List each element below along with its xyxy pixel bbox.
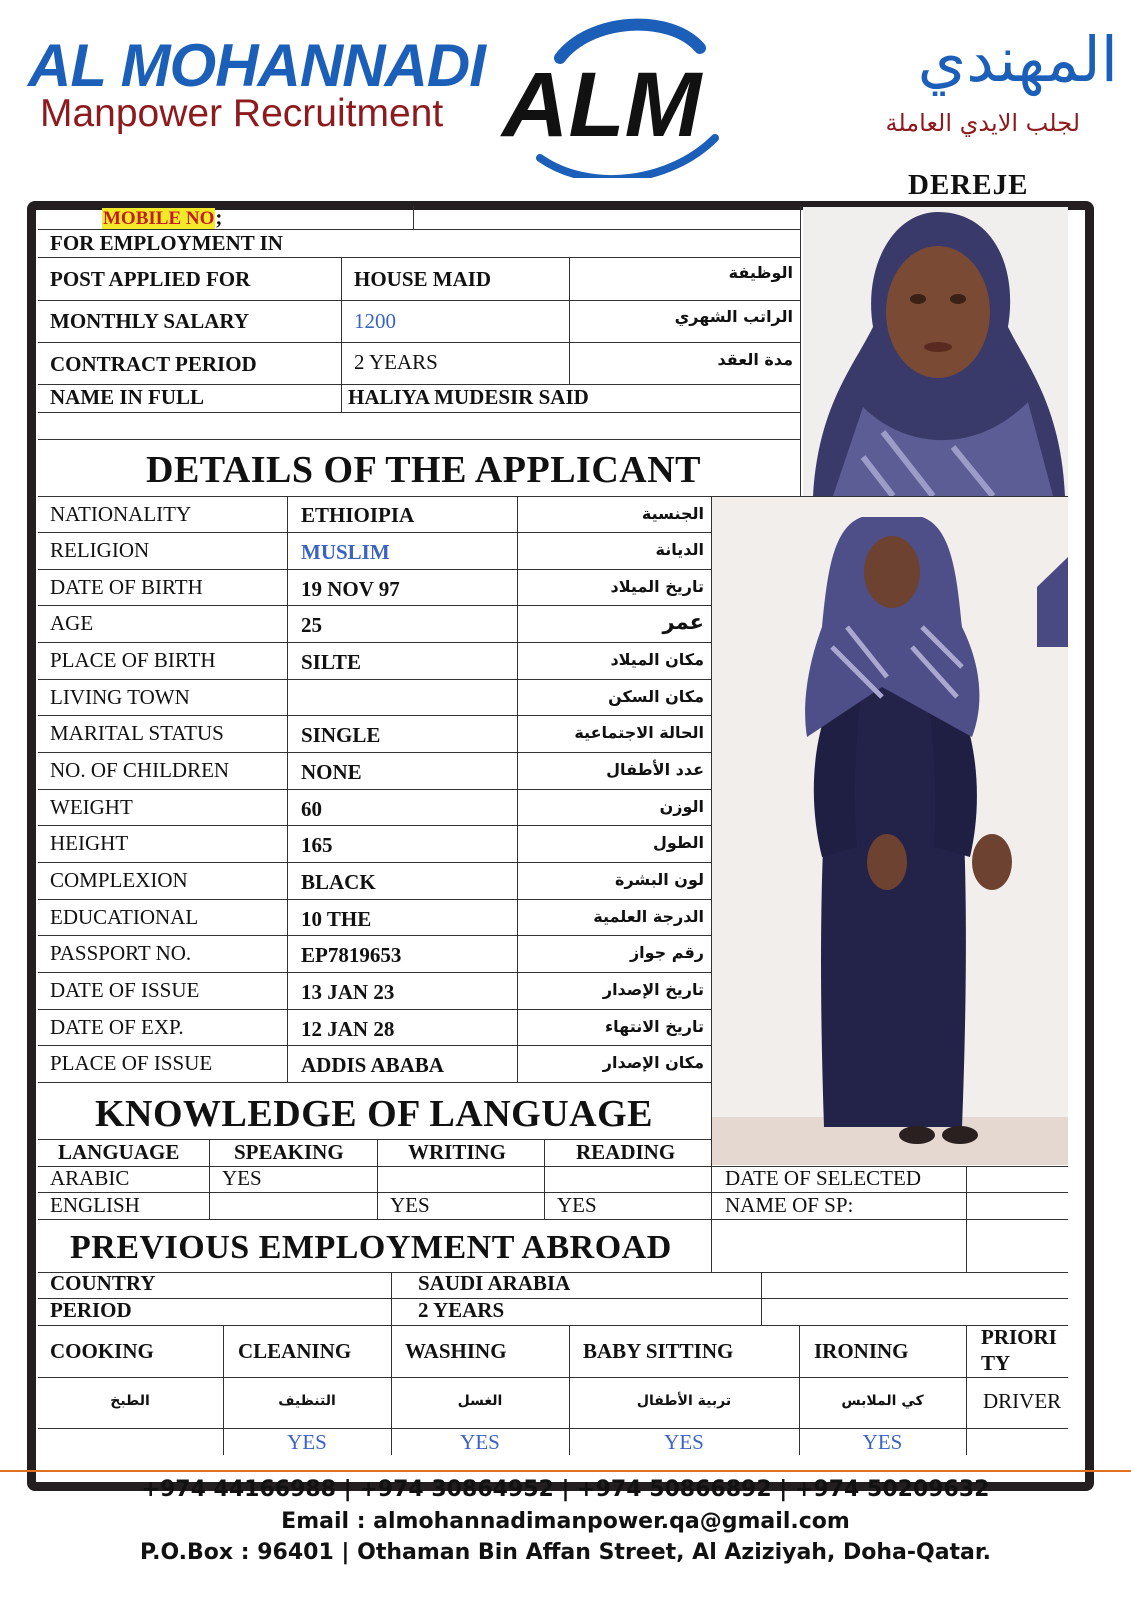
- dob-arabic: تاريخ الميلاد: [610, 577, 704, 596]
- language-header: LANGUAGE: [58, 1140, 180, 1164]
- monthly-salary-label: MONTHLY SALARY: [50, 309, 249, 333]
- footer-address: P.O.Box : 96401 | Othaman Bin Affan Street, Al Aziziyah, Doha-Qatar.: [140, 1540, 991, 1565]
- english-reading: YES: [557, 1193, 597, 1217]
- marital-status-label: MARITAL STATUS: [50, 721, 224, 745]
- educational-arabic: الدرجة العلمية: [593, 907, 704, 926]
- date-of-selected-label: DATE OF SELECTED: [725, 1166, 921, 1190]
- contract-period-arabic: مدة العقد: [717, 350, 793, 369]
- weight-value: 60: [301, 797, 322, 821]
- priority-value: DRIVER: [983, 1389, 1062, 1413]
- brand-tagline-arabic: لجلب الايدي العاملة: [885, 109, 1080, 137]
- details-title: DETAILS OF THE APPLICANT: [146, 449, 702, 491]
- height-arabic: الطول: [653, 833, 704, 852]
- priority-header: PRIORI TY: [981, 1325, 1057, 1375]
- ironing-value: YES: [862, 1430, 903, 1454]
- religion-arabic: الديانة: [655, 540, 704, 559]
- portrait-photo: [803, 207, 1068, 496]
- cooking-header: COOKING: [50, 1339, 154, 1363]
- living-town-arabic: مكان السكن: [608, 687, 704, 706]
- children-value: NONE: [301, 760, 362, 784]
- passport-no-value: EP7819653: [301, 943, 402, 967]
- footer-email[interactable]: Email : almohannadimanpower.qa@gmail.com: [281, 1509, 850, 1534]
- place-of-birth-value: SILTE: [301, 650, 361, 674]
- place-of-birth-label: PLACE OF BIRTH: [50, 648, 216, 672]
- cleaning-header: CLEANING: [238, 1339, 352, 1363]
- age-label: AGE: [50, 611, 94, 635]
- agent-name: DEREJE: [908, 169, 1029, 201]
- full-name-value: HALIYA MUDESIR SAID: [348, 385, 589, 409]
- writing-header: WRITING: [408, 1140, 507, 1164]
- washing-value: YES: [460, 1430, 500, 1454]
- passport-no-label: PASSPORT NO.: [50, 941, 192, 965]
- period-label: PERIOD: [50, 1298, 132, 1322]
- washing-arabic: الغسل: [457, 1393, 503, 1409]
- cleaning-arabic: التنظيف: [278, 1393, 336, 1409]
- place-of-issue-label: PLACE OF ISSUE: [50, 1051, 213, 1075]
- date-of-exp-arabic: تاريخ الانتهاء: [604, 1017, 704, 1036]
- cooking-arabic: الطبخ: [110, 1393, 150, 1409]
- contract-period-label: CONTRACT PERIOD: [50, 352, 257, 376]
- age-arabic: عمر: [662, 610, 704, 634]
- weight-label: WEIGHT: [50, 795, 133, 819]
- place-of-birth-arabic: مكان الميلاد: [610, 650, 704, 669]
- dob-label: DATE OF BIRTH: [50, 575, 203, 599]
- date-of-issue-label: DATE OF ISSUE: [50, 978, 200, 1002]
- footer-divider: [0, 1470, 1131, 1472]
- cleaning-value: YES: [287, 1430, 327, 1454]
- previous-employment-title: PREVIOUS EMPLOYMENT ABROAD: [70, 1229, 672, 1266]
- reading-header: READING: [576, 1140, 676, 1164]
- complexion-arabic: لون البشرة: [615, 870, 704, 889]
- post-applied-label: POST APPLIED FOR: [50, 267, 251, 291]
- brand-name-english: AL MOHANNADI: [28, 32, 485, 99]
- mobile-no-label: MOBILE NO;: [103, 205, 223, 229]
- name-of-sponsor-label: NAME OF SP:: [725, 1193, 854, 1217]
- footer-phones: +974 44166988 | +974 30864952 | +974 50866892 | +974 50209632: [141, 1477, 990, 1502]
- date-of-exp-value: 12 JAN 28: [301, 1017, 395, 1041]
- date-of-exp-label: DATE OF EXP.: [50, 1015, 184, 1039]
- post-applied-arabic: الوظيفة: [728, 263, 793, 282]
- post-applied-value: HOUSE MAID: [354, 267, 492, 291]
- educational-label: EDUCATIONAL: [50, 905, 199, 929]
- baby-sitting-value: YES: [664, 1430, 704, 1454]
- religion-label: RELIGION: [50, 538, 150, 562]
- religion-value: MUSLIM: [301, 540, 390, 564]
- height-label: HEIGHT: [50, 831, 129, 855]
- complexion-label: COMPLEXION: [50, 868, 188, 892]
- nationality-label: NATIONALITY: [50, 502, 192, 526]
- monthly-salary-value: 1200: [354, 309, 396, 333]
- weight-arabic: الوزن: [659, 797, 704, 816]
- english-writing: YES: [390, 1193, 430, 1217]
- brand-tagline-english: Manpower Recruitment: [40, 92, 444, 135]
- full-body-photo: [712, 497, 1068, 1165]
- date-of-issue-arabic: تاريخ الإصدار: [602, 980, 704, 999]
- contract-period-value: 2 YEARS: [354, 350, 438, 374]
- nationality-value: ETHIOIPIA: [301, 503, 415, 527]
- arabic-language: ARABIC: [50, 1166, 130, 1190]
- complexion-value: BLACK: [301, 870, 376, 894]
- place-of-issue-value: ADDIS ABABA: [301, 1053, 444, 1077]
- country-label: COUNTRY: [50, 1271, 156, 1295]
- monthly-salary-arabic: الراتب الشهري: [674, 307, 793, 326]
- logo-text: ALM: [502, 54, 702, 156]
- alm-logo-icon: [500, 18, 730, 178]
- nationality-arabic: الجنسية: [641, 504, 704, 523]
- educational-value: 10 THE: [301, 907, 372, 931]
- passport-no-arabic: رقم جواز: [629, 943, 704, 962]
- height-value: 165: [301, 833, 333, 857]
- period-value: 2 YEARS: [418, 1298, 505, 1322]
- date-of-issue-value: 13 JAN 23: [301, 980, 395, 1004]
- ironing-arabic: كي الملابس: [841, 1393, 924, 1409]
- ironing-header: IRONING: [814, 1339, 909, 1363]
- full-name-label: NAME IN FULL: [50, 385, 205, 409]
- brand-name-arabic: المهندي: [917, 23, 1118, 96]
- baby-sitting-header: BABY SITTING: [583, 1339, 734, 1363]
- children-arabic: عدد الأطفال: [606, 760, 704, 779]
- dob-value: 19 NOV 97: [301, 577, 400, 601]
- arabic-speaking: YES: [222, 1166, 262, 1190]
- country-value: SAUDI ARABIA: [418, 1271, 571, 1295]
- living-town-label: LIVING TOWN: [50, 685, 190, 709]
- children-label: NO. OF CHILDREN: [50, 758, 230, 782]
- employment-in-label: FOR EMPLOYMENT IN: [50, 231, 283, 255]
- age-value: 25: [301, 613, 322, 637]
- marital-status-arabic: الحالة الاجتماعية: [574, 723, 704, 742]
- speaking-header: SPEAKING: [234, 1140, 344, 1164]
- baby-sitting-arabic: تربية الأطفال: [636, 1393, 732, 1409]
- washing-header: WASHING: [405, 1339, 507, 1363]
- marital-status-value: SINGLE: [301, 723, 381, 747]
- english-language: ENGLISH: [50, 1193, 140, 1217]
- language-title: KNOWLEDGE OF LANGUAGE: [95, 1093, 654, 1135]
- place-of-issue-arabic: مكان الإصدار: [602, 1053, 704, 1072]
